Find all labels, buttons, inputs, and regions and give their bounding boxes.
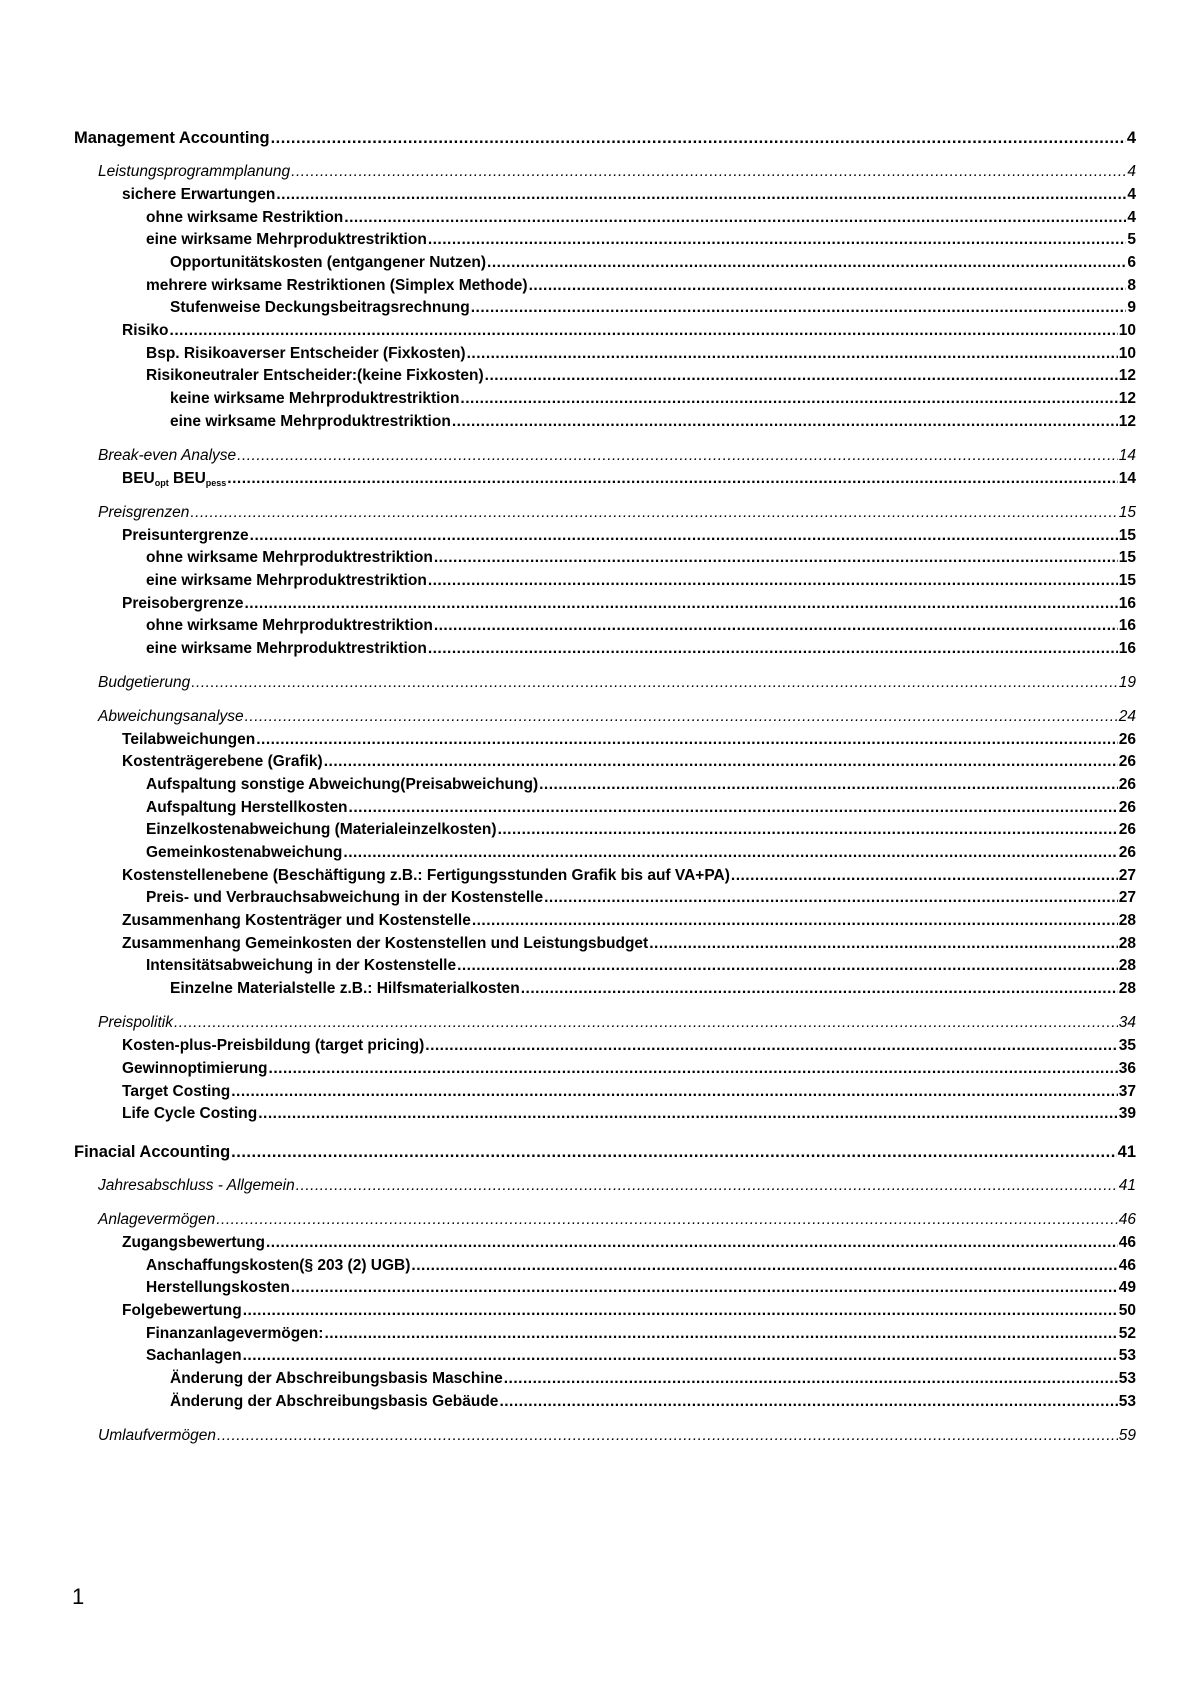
toc-entry-title: Herstellungskosten	[146, 1279, 290, 1296]
toc-entry-title: Preisgrenzen	[98, 504, 190, 521]
toc-entry[interactable]	[74, 888, 1136, 908]
toc-entry-page: 4	[1127, 186, 1136, 203]
toc-dot-leader	[258, 1104, 1118, 1124]
toc-dot-leader	[244, 594, 1117, 614]
toc-dot-leader	[170, 321, 1118, 341]
toc-entry[interactable]	[74, 185, 1136, 205]
toc-entry[interactable]	[74, 389, 1136, 409]
toc-entry-page: 41	[1117, 1143, 1136, 1161]
toc-entry-page: 46	[1118, 1257, 1136, 1274]
toc-entry[interactable]	[74, 1036, 1136, 1056]
toc-entry[interactable]	[74, 298, 1136, 318]
toc-dot-leader	[485, 366, 1118, 386]
toc-entry-page: 12	[1118, 413, 1136, 430]
toc-entry-title: Leistungsprogrammplanung	[98, 163, 291, 180]
toc-dot-leader	[217, 1426, 1118, 1446]
toc-entry[interactable]	[74, 253, 1136, 273]
toc-entry-title: Kostenstellenebene (Beschäftigung z.B.: Fertigungsstunden Grafik bis auf VA+PA)	[122, 867, 730, 884]
toc-entry-title: Sachanlagen	[146, 1347, 242, 1364]
toc-entry[interactable]	[74, 321, 1136, 341]
toc-entry[interactable]	[74, 1324, 1136, 1344]
toc-entry-title: ohne wirksame Mehrproduktrestriktion	[146, 617, 433, 634]
toc-entry[interactable]	[74, 843, 1136, 863]
toc-entry-title: $BEU_{opt}$ $BEU_{pess}$	[122, 470, 227, 488]
toc-dot-leader	[529, 276, 1127, 296]
toc-dot-leader	[174, 1013, 1118, 1033]
toc-entry-title: Gewinnoptimierung	[122, 1060, 268, 1077]
toc-entry[interactable]	[74, 730, 1136, 750]
toc-entry[interactable]	[74, 1256, 1136, 1276]
toc-entry-page: 9	[1127, 299, 1136, 316]
toc-dot-leader	[472, 911, 1118, 931]
toc-entry-page: 28	[1118, 912, 1136, 929]
toc-entry-title: eine wirksame Mehrproduktrestriktion	[146, 572, 427, 589]
toc-entry-title: Umlaufvermögen	[98, 1427, 217, 1444]
toc-entry-title: Opportunitätskosten (entgangener Nutzen)	[170, 254, 487, 271]
toc-entry[interactable]	[74, 230, 1136, 250]
toc-entry[interactable]	[74, 798, 1136, 818]
toc-entry-title: eine wirksame Mehrproduktrestriktion	[170, 413, 451, 430]
toc-entry-title: keine wirksame Mehrproduktrestriktion	[170, 390, 460, 407]
toc-entry-page: 27	[1118, 889, 1136, 906]
toc-entry[interactable]	[74, 208, 1136, 228]
toc-entry[interactable]	[74, 616, 1136, 636]
toc-entry[interactable]	[74, 752, 1136, 772]
toc-dot-leader	[649, 934, 1118, 954]
toc-entry-page: 28	[1118, 980, 1136, 997]
toc-dot-leader	[428, 230, 1127, 250]
toc-dot-leader	[344, 208, 1126, 228]
toc-entry-page: 41	[1118, 1177, 1136, 1194]
toc-dot-leader	[457, 956, 1118, 976]
toc-entry[interactable]	[74, 1142, 1136, 1162]
toc-entry-page: 53	[1118, 1370, 1136, 1387]
toc-dot-leader	[460, 389, 1117, 409]
toc-entry-title: Preispolitik	[98, 1014, 173, 1031]
toc-entry[interactable]	[74, 366, 1136, 386]
toc-dot-leader	[428, 571, 1118, 591]
toc-entry-page: 19	[1118, 674, 1136, 691]
toc-dot-leader	[498, 820, 1118, 840]
toc-entry-page: 15	[1118, 549, 1136, 566]
toc-entry[interactable]	[74, 866, 1136, 886]
toc-dot-leader	[467, 344, 1118, 364]
toc-entry[interactable]	[74, 469, 1136, 493]
toc-entry-title: Risikoneutraler Entscheider:(keine Fixkosten)	[146, 367, 484, 384]
toc-dot-leader	[216, 1210, 1118, 1230]
toc-entry-title: Abweichungsanalyse	[98, 708, 244, 725]
toc-entry-page: 8	[1127, 277, 1136, 294]
toc-entry-page: 37	[1118, 1083, 1136, 1100]
toc-entry-page: 53	[1118, 1347, 1136, 1364]
toc-entry-title: Budgetierung	[98, 674, 191, 691]
toc-entry-page: 4	[1127, 163, 1136, 180]
toc-entry-title: Aufspaltung sonstige Abweichung(Preisabweichung)	[146, 776, 539, 793]
toc-entry-title: Finacial Accounting	[74, 1143, 231, 1161]
toc-entry-page: 4	[1127, 209, 1136, 226]
toc-entry[interactable]	[74, 1082, 1136, 1102]
toc-dot-leader	[343, 843, 1117, 863]
toc-dot-leader	[499, 1392, 1117, 1412]
toc-entry-title: Einzelne Materialstelle z.B.: Hilfsmaterialkosten	[170, 980, 520, 997]
toc-entry-page: 26	[1118, 844, 1136, 861]
toc-entry-title: Gemeinkostenabweichung	[146, 844, 343, 861]
toc-entry[interactable]	[74, 1369, 1136, 1389]
toc-entry[interactable]	[74, 639, 1136, 659]
toc-entry-title: Management Accounting	[74, 129, 270, 147]
toc-entry-page: 12	[1118, 367, 1136, 384]
toc-entry[interactable]	[74, 1104, 1136, 1124]
toc-entry-page: 46	[1118, 1211, 1136, 1228]
toc-entry-title: Zusammenhang Kostenträger und Kostenstelle	[122, 912, 471, 929]
toc-dot-leader	[256, 730, 1118, 750]
toc-dot-leader	[243, 1346, 1118, 1366]
toc-entry-page: 59	[1118, 1427, 1136, 1444]
toc-entry[interactable]	[74, 911, 1136, 931]
toc-entry-title: eine wirksame Mehrproduktrestriktion	[146, 231, 427, 248]
toc-entry[interactable]	[74, 979, 1136, 999]
toc-entry-page: 28	[1118, 935, 1136, 952]
toc-entry-title: Target Costing	[122, 1083, 231, 1100]
toc-dot-leader	[428, 639, 1118, 659]
toc-entry[interactable]	[74, 571, 1136, 591]
toc-entry[interactable]	[74, 1346, 1136, 1366]
toc-entry-title: Kosten-plus-Preisbildung (target pricing)	[122, 1037, 425, 1054]
toc-entry[interactable]	[74, 1059, 1136, 1079]
toc-entry-title: Zusammenhang Gemeinkosten der Kostenstellen und Leistungsbudget	[122, 935, 649, 952]
toc-dot-leader	[266, 1233, 1118, 1253]
toc-entry-page: 49	[1118, 1279, 1136, 1296]
toc-dot-leader	[349, 798, 1118, 818]
toc-entry-page: 15	[1118, 527, 1136, 544]
toc-entry-page: 6	[1127, 254, 1136, 271]
toc-entry-title: Teilabweichungen	[122, 731, 256, 748]
toc-entry-page: 15	[1118, 504, 1136, 521]
toc-dot-leader	[539, 775, 1118, 795]
toc-entry[interactable]	[74, 344, 1136, 364]
toc-entry[interactable]	[74, 1176, 1136, 1196]
toc-entry-title: Preis- und Verbrauchsabweichung in der Kostenstelle	[146, 889, 544, 906]
toc-entry[interactable]	[74, 1301, 1136, 1321]
toc-entry-page: 50	[1118, 1302, 1136, 1319]
toc-entry[interactable]	[74, 775, 1136, 795]
toc-entry-title: Finanzanlagevermögen:	[146, 1325, 324, 1342]
toc-dot-leader	[544, 888, 1118, 908]
toc-entry[interactable]	[74, 446, 1136, 466]
toc-dot-leader	[296, 1176, 1118, 1196]
toc-entry-page: 39	[1118, 1105, 1136, 1122]
toc-dot-leader	[521, 979, 1118, 999]
toc-entry-title: Anschaffungskosten(§ 203 (2) UGB)	[146, 1257, 411, 1274]
toc-dot-leader	[504, 1369, 1118, 1389]
toc-entry-title: Zugangsbewertung	[122, 1234, 265, 1251]
toc-entry-title: Anlagevermögen	[98, 1211, 216, 1228]
toc-entry-page: 16	[1118, 640, 1136, 657]
toc-entry[interactable]	[74, 673, 1136, 693]
toc-entry-title: eine wirksame Mehrproduktrestriktion	[146, 640, 427, 657]
toc-entry-page: 35	[1118, 1037, 1136, 1054]
toc-entry-page: 14	[1118, 447, 1136, 464]
toc-entry[interactable]	[74, 128, 1136, 148]
toc-entry-title: ohne wirksame Mehrproduktrestriktion	[146, 549, 433, 566]
toc-entry-page: 52	[1118, 1325, 1136, 1342]
toc-dot-leader	[269, 1059, 1118, 1079]
toc-entry[interactable]	[74, 162, 1136, 182]
toc-entry-page: 16	[1118, 595, 1136, 612]
toc-entry-page: 26	[1118, 799, 1136, 816]
toc-entry[interactable]	[74, 276, 1136, 296]
toc-entry-page: 36	[1118, 1060, 1136, 1077]
toc-entry[interactable]	[74, 526, 1136, 546]
toc-entry-page: 10	[1118, 322, 1136, 339]
toc-dot-leader	[245, 707, 1118, 727]
toc-entry-title: Bsp. Risikoaverser Entscheider (Fixkosten)	[146, 345, 466, 362]
toc-entry-page: 15	[1118, 572, 1136, 589]
toc-entry-title: Kostenträgerebene (Grafik)	[122, 753, 323, 770]
toc-entry-page: 5	[1127, 231, 1136, 248]
toc-entry-page: 26	[1118, 776, 1136, 793]
toc-entry[interactable]	[74, 820, 1136, 840]
toc-entry-page: 16	[1118, 617, 1136, 634]
toc-entry-page: 12	[1118, 390, 1136, 407]
toc-dot-leader	[191, 673, 1118, 693]
toc-entry-page: 34	[1118, 1014, 1136, 1031]
toc-entry-title: mehrere wirksame Restriktionen (Simplex Methode)	[146, 277, 528, 294]
toc-entry-page: 26	[1118, 731, 1136, 748]
toc-dot-leader	[271, 128, 1126, 148]
toc-dot-leader	[324, 1324, 1117, 1344]
toc-entry-title: Änderung der Abschreibungsbasis Maschine	[170, 1370, 503, 1387]
toc-dot-leader	[237, 446, 1118, 466]
toc-entry-page: 10	[1118, 345, 1136, 362]
toc-dot-leader	[434, 616, 1118, 636]
toc-dot-leader	[425, 1036, 1117, 1056]
toc-entry-title: Intensitätsabweichung in der Kostenstelle	[146, 957, 457, 974]
toc-entry[interactable]	[74, 412, 1136, 432]
toc-entry-page: 27	[1118, 867, 1136, 884]
toc-dot-leader	[434, 548, 1118, 568]
toc-entry[interactable]	[74, 956, 1136, 976]
toc-dot-leader	[250, 526, 1118, 546]
toc-dot-leader	[231, 1082, 1118, 1102]
toc-entry-title: Einzelkostenabweichung (Materialeinzelkosten)	[146, 821, 497, 838]
toc-dot-leader	[291, 1278, 1118, 1298]
toc-entry-title: Jahresabschluss - Allgemein	[98, 1177, 295, 1194]
toc-entry[interactable]	[74, 934, 1136, 954]
toc-dot-leader	[487, 253, 1126, 273]
toc-entry-title: sichere Erwartungen	[122, 186, 276, 203]
toc-entry[interactable]	[74, 707, 1136, 727]
toc-dot-leader	[411, 1256, 1117, 1276]
toc-dot-leader	[731, 866, 1118, 886]
toc-entry-page: 46	[1118, 1234, 1136, 1251]
toc-entry-page: 4	[1126, 129, 1136, 147]
toc-entry[interactable]	[74, 1013, 1136, 1033]
toc-entry[interactable]	[74, 1392, 1136, 1412]
toc-dot-leader	[291, 162, 1126, 182]
toc-entry-title: Preisobergrenze	[122, 595, 244, 612]
toc-entry-title: Risiko	[122, 322, 169, 339]
toc-entry[interactable]	[74, 1278, 1136, 1298]
toc-entry[interactable]	[74, 1233, 1136, 1253]
toc-dot-leader	[190, 503, 1117, 523]
toc-entry-title: Folgebewertung	[122, 1302, 242, 1319]
toc-entry-page: 24	[1118, 708, 1136, 725]
toc-dot-leader	[227, 469, 1117, 489]
toc-entry-page: 28	[1118, 957, 1136, 974]
toc-entry-title: Preisuntergrenze	[122, 527, 249, 544]
toc-entry-title: Life Cycle Costing	[122, 1105, 258, 1122]
toc-entry-title: Break-even Analyse	[98, 447, 237, 464]
toc-entry-title: Stufenweise Deckungsbeitragsrechnung	[170, 299, 470, 316]
toc-entry-page: 26	[1118, 753, 1136, 770]
toc-dot-leader	[231, 1142, 1116, 1162]
toc-entry-title: Aufspaltung Herstellkosten	[146, 799, 348, 816]
toc-entry[interactable]	[74, 1426, 1136, 1446]
toc-entry-title: Änderung der Abschreibungsbasis Gebäude	[170, 1393, 499, 1410]
toc-dot-leader	[471, 298, 1127, 318]
toc-entry[interactable]	[74, 594, 1136, 614]
toc-entry[interactable]	[74, 503, 1136, 523]
toc-dot-leader	[452, 412, 1118, 432]
toc-entry-title: ohne wirksame Restriktion	[146, 209, 344, 226]
toc-entry-page: 14	[1118, 470, 1136, 487]
toc-entry-page: 26	[1118, 821, 1136, 838]
toc-entry[interactable]	[74, 1210, 1136, 1230]
toc-entry[interactable]	[74, 548, 1136, 568]
toc-dot-leader	[276, 185, 1126, 205]
toc-dot-leader	[324, 752, 1118, 772]
page-number: 1	[72, 1584, 85, 1609]
toc-entry-page: 53	[1118, 1393, 1136, 1410]
toc-dot-leader	[243, 1301, 1118, 1321]
